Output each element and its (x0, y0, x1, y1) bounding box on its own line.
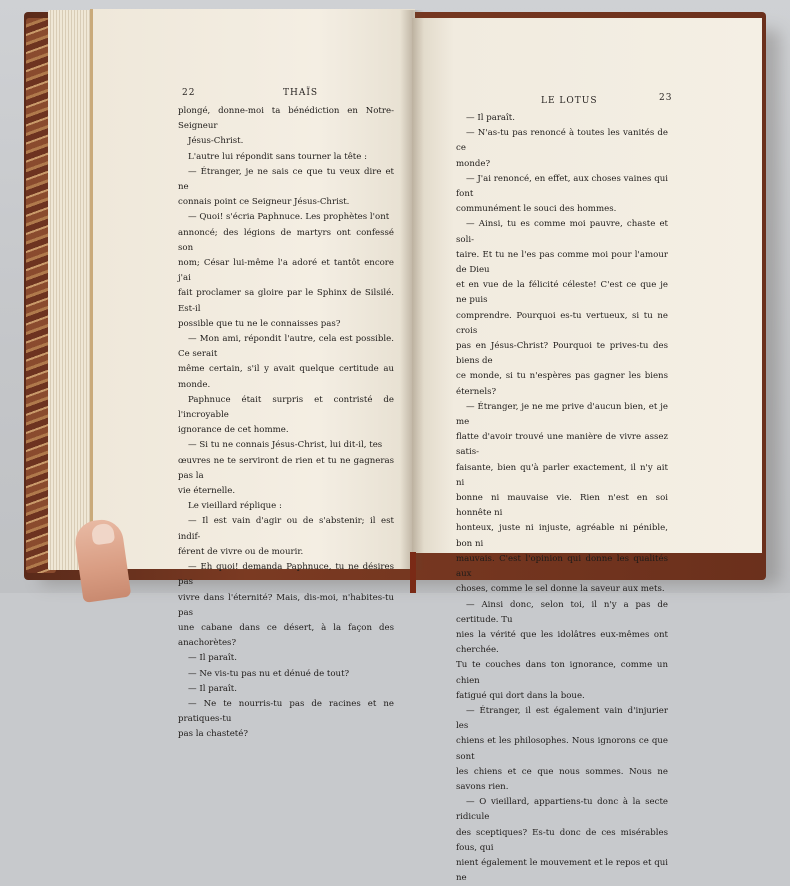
text-line: Jésus-Christ. (188, 136, 244, 147)
text-line: — Ne te nourris-tu pas de racines et ne pratiques-tu (178, 698, 394, 725)
text-line: — Il paraît. (188, 683, 237, 694)
text-line: nies la vérité que les idolâtres eux-mêmes ont cherchée. (456, 629, 668, 656)
text-line: des sceptiques? Es-tu donc de ces misérables fous, qui (456, 827, 668, 853)
left-page-number: 22 (182, 88, 196, 98)
text-line: et en vue de la félicité céleste! C'est ce que je ne puis (456, 280, 668, 306)
text-line: monde? (456, 158, 491, 169)
text-line: choses, comme le sel donne la saveur aux mets. (456, 584, 665, 595)
text-line: Tu te couches dans ton ignorance, comme un chien (456, 660, 668, 686)
text-line: — N'as-tu pas renoncé à toutes les vanités de ce (456, 128, 668, 154)
text-line: fait proclamer sa gloire par le Sphinx de Silsilé. Est-il (178, 288, 394, 314)
text-line: — Si tu ne connais Jésus-Christ, lui dit-il, tes (188, 440, 383, 451)
text-line: — Ainsi, tu es comme moi pauvre, chaste et soli- (456, 219, 668, 245)
right-running-head: LE LOTUS (541, 96, 598, 106)
text-line: même certain, s'il y avait quelque certitude au monde. (178, 364, 394, 390)
text-line: possible que tu ne le connaisses pas? (178, 318, 341, 329)
text-line: comprendre. Pourquoi es-tu vertueux, si tu ne crois (456, 310, 668, 336)
text-line: bonne ni mauvaise vie. Rien n'est en soi honnête ni (456, 493, 668, 519)
text-line: honteux, juste ni injuste, agréable ni pénible, bon ni (456, 523, 668, 549)
book-gutter (400, 10, 424, 570)
left-page-text (178, 104, 394, 743)
text-line: fatigué qui dort dans la boue. (456, 690, 585, 701)
right-page-number: 23 (659, 93, 673, 103)
text-line: nient également le mouvement et le repos et qui ne (456, 857, 668, 884)
text-line: taire. Et tu ne l'es pas comme moi pour l'amour de Dieu (456, 249, 668, 276)
text-line: — J'ai renoncé, en effet, aux choses vaines qui font (456, 173, 668, 200)
text-line: — Étranger, je ne sais ce que tu veux dire et ne (178, 166, 394, 193)
text-line: annoncé; des légions de martyrs ont confessé son (178, 227, 394, 253)
text-line: connais point ce Seigneur Jésus-Christ. (178, 197, 350, 208)
left-running-head: THAÏS (283, 88, 319, 98)
text-line: — Mon ami, répondit l'autre, cela est possible. Ce serait (178, 334, 394, 360)
text-line: — Ne vis-tu pas nu et dénué de tout? (188, 668, 350, 679)
text-line: férent de vivre ou de mourir. (178, 546, 304, 557)
right-page-text (456, 111, 668, 886)
text-line: faisante, bien qu'à parler exactement, il n'y ait ni (456, 462, 668, 488)
text-line: — Eh quoi! demanda Paphnuce, tu ne désires pas (178, 562, 394, 588)
text-line: — Ainsi donc, selon toi, il n'y a pas de certitude. Tu (456, 599, 668, 625)
text-line: œuvres ne te serviront de rien et tu ne gagneras pas la (178, 455, 394, 481)
text-line: pas en Jésus-Christ? Pourquoi te prives-tu des biens de (456, 341, 668, 367)
text-line: L'autre lui répondit sans tourner la tête : (188, 151, 367, 162)
text-line: — Il est vain d'agir ou de s'abstenir; il est indif- (178, 516, 394, 542)
text-line: — O vieillard, appartiens-tu donc à la secte ridicule (456, 797, 668, 823)
text-line: Paphnuce était surpris et contristé de l'incroyable (178, 394, 394, 421)
text-line: chiens et les philosophes. Nous ignorons ce que sont (456, 736, 668, 762)
text-line: vivre dans l'éternité? Mais, dis-moi, n'habites-tu pas (178, 592, 394, 618)
bookmark-ribbon (410, 552, 416, 593)
text-line: — Il paraît. (466, 113, 515, 123)
text-line: — Il paraît. (188, 653, 237, 664)
text-line: ignorance de cet homme. (178, 425, 289, 436)
text-line: ce monde, si tu n'espères pas gagner les biens éternels? (456, 371, 668, 397)
text-line: les chiens et ce que nous sommes. Nous ne savons rien. (456, 766, 668, 792)
text-line: nom; César lui-même l'a adoré et tantôt encore j'ai (178, 258, 394, 284)
text-line: une cabane dans ce désert, à la façon des anachorètes? (178, 622, 394, 649)
text-line: pas la chasteté? (178, 729, 248, 740)
text-line: communément le souci des hommes. (456, 204, 617, 215)
text-line: — Étranger, je ne me prive d'aucun bien, et je me (456, 401, 668, 428)
text-line: — Étranger, il est également vain d'injurier les (456, 705, 668, 732)
text-line: flatte d'avoir trouvé une manière de vivre assez satis- (456, 432, 668, 458)
page-edge-stack (48, 10, 92, 570)
text-line: vie éternelle. (178, 486, 236, 497)
text-line: plongé, donne-moi ta bénédiction en Notre-Seigneur (178, 106, 394, 132)
text-line: Le vieillard réplique : (188, 501, 282, 512)
text-line: mauvais. C'est l'opinion qui donne les qualités aux (456, 553, 668, 580)
text-line: — Quoi! s'écria Paphnuce. Les prophètes l'ont (188, 212, 390, 223)
